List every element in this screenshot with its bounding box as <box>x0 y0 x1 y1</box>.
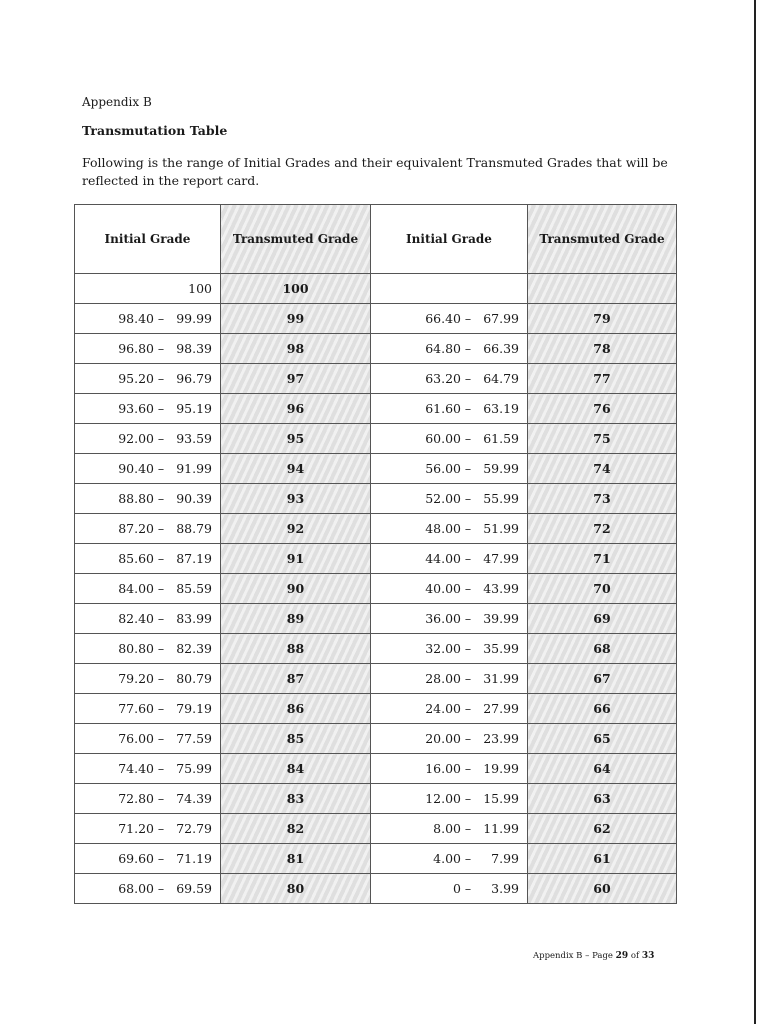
range-separator: – <box>464 731 472 746</box>
range-separator: – <box>464 851 472 866</box>
range-low: 8.00 <box>433 821 461 836</box>
table-row <box>75 484 677 514</box>
range-low: 20.00 <box>425 731 461 746</box>
range-low: 16.00 <box>425 761 461 776</box>
table-row <box>75 574 677 604</box>
range-high: 83.99 <box>176 611 212 626</box>
transmuted-grade-cell: 80 <box>221 874 371 904</box>
range-low: 85.60 <box>118 551 154 566</box>
range-high: 77.59 <box>176 731 212 746</box>
transmuted-grade-cell: 89 <box>221 604 371 634</box>
footer-prefix: Appendix B – Page <box>533 951 613 961</box>
transmuted-grade-cell: 74 <box>528 454 677 484</box>
range-high: 55.99 <box>483 491 519 506</box>
initial-grade-cell <box>371 364 528 394</box>
range-high: 91.99 <box>176 461 212 476</box>
range-separator: – <box>157 701 165 716</box>
transmuted-grade-cell: 78 <box>528 334 677 364</box>
transmuted-grade-cell: 84 <box>221 754 371 784</box>
initial-grade-cell <box>371 454 528 484</box>
initial-grade-cell <box>75 304 221 334</box>
range-low: 82.40 <box>118 611 154 626</box>
transmuted-grade-cell: 96 <box>221 394 371 424</box>
range-high: 7.99 <box>491 851 519 866</box>
initial-grade-cell <box>371 604 528 634</box>
table-row <box>75 304 677 334</box>
footer-total-pages: 33 <box>641 951 655 961</box>
initial-grade-cell <box>371 334 528 364</box>
page-footer <box>533 951 654 961</box>
range-separator: – <box>464 821 472 836</box>
transmuted-grade-cell: 65 <box>528 724 677 754</box>
range-high: 93.59 <box>176 431 212 446</box>
range-low: 96.80 <box>118 341 154 356</box>
transmuted-grade-cell-empty <box>528 274 677 304</box>
range-high: 19.99 <box>483 761 519 776</box>
range-separator: – <box>157 851 165 866</box>
table-row <box>75 664 677 694</box>
range-separator: – <box>464 461 472 476</box>
table-row <box>75 514 677 544</box>
table-row <box>75 334 677 364</box>
transmuted-grade-cell: 99 <box>221 304 371 334</box>
initial-grade-cell <box>371 844 528 874</box>
initial-grade-cell <box>75 724 221 754</box>
range-separator: – <box>157 521 165 536</box>
table-row <box>75 274 677 304</box>
appendix-label: Appendix B <box>82 95 152 109</box>
range-separator: – <box>157 581 165 596</box>
page-title: Transmutation Table <box>82 123 228 138</box>
initial-grade-cell <box>75 334 221 364</box>
range-low: 74.40 <box>118 761 154 776</box>
transmuted-grade-cell: 69 <box>528 604 677 634</box>
range-high: 39.99 <box>483 611 519 626</box>
range-low: 61.60 <box>425 401 461 416</box>
range-separator: – <box>157 491 165 506</box>
transmuted-grade-cell: 70 <box>528 574 677 604</box>
range-low: 4.00 <box>433 851 461 866</box>
range-high: 59.99 <box>483 461 519 476</box>
initial-grade-cell <box>75 424 221 454</box>
range-separator: – <box>464 881 472 896</box>
range-high: 85.59 <box>176 581 212 596</box>
range-separator: – <box>157 641 165 656</box>
range-low: 90.40 <box>118 461 154 476</box>
range-high: 98.39 <box>176 341 212 356</box>
range-low: 93.60 <box>118 401 154 416</box>
range-high: 23.99 <box>483 731 519 746</box>
range-low: 88.80 <box>118 491 154 506</box>
range-high: 47.99 <box>483 551 519 566</box>
transmuted-grade-cell: 68 <box>528 634 677 664</box>
table-row <box>75 694 677 724</box>
footer-page-number: 29 <box>615 951 629 961</box>
table-row <box>75 844 677 874</box>
range-separator: – <box>464 761 472 776</box>
transmuted-grade-cell: 98 <box>221 334 371 364</box>
table-row <box>75 424 677 454</box>
range-low: 0 <box>453 881 461 896</box>
range-separator: – <box>464 791 472 806</box>
column-header-initial-grade-right: Initial Grade <box>371 205 528 274</box>
transmuted-grade-cell: 67 <box>528 664 677 694</box>
range-high: 61.59 <box>483 431 519 446</box>
range-separator: – <box>464 311 472 326</box>
range-high: 64.79 <box>483 371 519 386</box>
initial-grade-cell <box>371 754 528 784</box>
column-header-initial-grade-left: Initial Grade <box>75 205 221 274</box>
initial-grade-cell <box>75 544 221 574</box>
initial-grade-cell <box>371 874 528 904</box>
initial-grade-cell <box>75 514 221 544</box>
range-high: 31.99 <box>483 671 519 686</box>
table-row <box>75 454 677 484</box>
initial-grade-cell <box>371 694 528 724</box>
range-high: 71.19 <box>176 851 212 866</box>
range-separator: – <box>157 671 165 686</box>
range-low: 24.00 <box>425 701 461 716</box>
transmuted-grade-cell: 91 <box>221 544 371 574</box>
table-row <box>75 754 677 784</box>
range-separator: – <box>464 521 472 536</box>
range-high: 96.79 <box>176 371 212 386</box>
initial-grade-cell <box>371 484 528 514</box>
range-separator: – <box>464 551 472 566</box>
range-high: 67.99 <box>483 311 519 326</box>
range-low: 52.00 <box>425 491 461 506</box>
transmuted-grade-cell: 92 <box>221 514 371 544</box>
range-separator: – <box>464 341 472 356</box>
range-separator: – <box>157 431 165 446</box>
range-low: 84.00 <box>118 581 154 596</box>
initial-grade-cell <box>75 814 221 844</box>
initial-grade-cell <box>75 874 221 904</box>
transmuted-grade-cell: 97 <box>221 364 371 394</box>
initial-grade-cell <box>75 754 221 784</box>
range-low: 72.80 <box>118 791 154 806</box>
initial-grade-cell <box>371 574 528 604</box>
transmuted-grade-cell: 64 <box>528 754 677 784</box>
initial-grade-cell: 100 <box>75 274 221 304</box>
transmuted-grade-cell: 62 <box>528 814 677 844</box>
range-high: 11.99 <box>483 821 519 836</box>
transmuted-grade-cell: 100 <box>221 274 371 304</box>
range-high: 79.19 <box>176 701 212 716</box>
range-separator: – <box>157 821 165 836</box>
range-low: 48.00 <box>425 521 461 536</box>
range-high: 43.99 <box>483 581 519 596</box>
range-high: 82.39 <box>176 641 212 656</box>
table-row <box>75 874 677 904</box>
transmutation-table <box>74 204 677 904</box>
transmuted-grade-cell: 77 <box>528 364 677 394</box>
initial-grade-cell <box>75 574 221 604</box>
range-high: 72.79 <box>176 821 212 836</box>
transmuted-grade-cell: 90 <box>221 574 371 604</box>
column-header-transmuted-grade-left: Transmuted Grade <box>221 205 371 274</box>
initial-grade-cell <box>371 814 528 844</box>
range-low: 79.20 <box>118 671 154 686</box>
range-separator: – <box>157 401 165 416</box>
range-low: 87.20 <box>118 521 154 536</box>
range-low: 60.00 <box>425 431 461 446</box>
initial-grade-cell <box>75 664 221 694</box>
range-high: 69.59 <box>176 881 212 896</box>
range-low: 71.20 <box>118 821 154 836</box>
table-row <box>75 814 677 844</box>
table-row <box>75 784 677 814</box>
initial-grade-cell <box>371 634 528 664</box>
range-low: 80.80 <box>118 641 154 656</box>
range-low: 28.00 <box>425 671 461 686</box>
transmuted-grade-cell: 75 <box>528 424 677 454</box>
range-separator: – <box>157 371 165 386</box>
range-low: 44.00 <box>425 551 461 566</box>
range-low: 56.00 <box>425 461 461 476</box>
initial-grade-cell-empty <box>371 274 528 304</box>
range-separator: – <box>157 461 165 476</box>
range-separator: – <box>157 881 165 896</box>
range-separator: – <box>464 671 472 686</box>
range-low: 68.00 <box>118 881 154 896</box>
transmuted-grade-cell: 83 <box>221 784 371 814</box>
transmuted-grade-cell: 95 <box>221 424 371 454</box>
range-high: 75.99 <box>176 761 212 776</box>
transmuted-grade-cell: 73 <box>528 484 677 514</box>
table-row <box>75 604 677 634</box>
transmuted-grade-cell: 79 <box>528 304 677 334</box>
initial-grade-cell <box>75 634 221 664</box>
range-high: 27.99 <box>483 701 519 716</box>
range-low: 69.60 <box>118 851 154 866</box>
table-row <box>75 364 677 394</box>
initial-grade-cell <box>75 364 221 394</box>
transmuted-grade-cell: 61 <box>528 844 677 874</box>
transmuted-grade-cell: 71 <box>528 544 677 574</box>
transmuted-grade-cell: 85 <box>221 724 371 754</box>
range-high: 88.79 <box>176 521 212 536</box>
transmuted-grade-cell: 86 <box>221 694 371 724</box>
range-separator: – <box>464 611 472 626</box>
range-separator: – <box>464 491 472 506</box>
range-low: 95.20 <box>118 371 154 386</box>
range-separator: – <box>464 401 472 416</box>
initial-grade-cell <box>75 604 221 634</box>
range-low: 36.00 <box>425 611 461 626</box>
range-high: 90.39 <box>176 491 212 506</box>
range-low: 40.00 <box>425 581 461 596</box>
initial-grade-cell <box>75 394 221 424</box>
table-row <box>75 544 677 574</box>
range-separator: – <box>157 791 165 806</box>
range-high: 99.99 <box>176 311 212 326</box>
initial-grade-cell <box>75 454 221 484</box>
range-low: 92.00 <box>118 431 154 446</box>
range-high: 80.79 <box>176 671 212 686</box>
range-high: 3.99 <box>491 881 519 896</box>
table-row <box>75 724 677 754</box>
initial-grade-cell <box>371 514 528 544</box>
range-separator: – <box>157 311 165 326</box>
range-separator: – <box>464 371 472 386</box>
transmuted-grade-cell: 81 <box>221 844 371 874</box>
range-separator: – <box>464 641 472 656</box>
range-low: 12.00 <box>425 791 461 806</box>
transmuted-grade-cell: 94 <box>221 454 371 484</box>
range-separator: – <box>464 701 472 716</box>
initial-grade-cell <box>371 394 528 424</box>
page-edge-divider <box>754 0 756 1024</box>
table-row <box>75 394 677 424</box>
range-low: 77.60 <box>118 701 154 716</box>
column-header-transmuted-grade-right: Transmuted Grade <box>528 205 677 274</box>
transmuted-grade-cell: 72 <box>528 514 677 544</box>
range-high: 66.39 <box>483 341 519 356</box>
initial-grade-cell <box>371 424 528 454</box>
range-low: 32.00 <box>425 641 461 656</box>
transmuted-grade-cell: 60 <box>528 874 677 904</box>
intro-paragraph: Following is the range of Initial Grades and their equivalent Transmuted Grades that will be reflected in the report card. <box>82 155 668 188</box>
range-low: 64.80 <box>425 341 461 356</box>
initial-grade-cell <box>75 694 221 724</box>
transmuted-grade-cell: 93 <box>221 484 371 514</box>
range-high: 35.99 <box>483 641 519 656</box>
range-separator: – <box>464 431 472 446</box>
table-row <box>75 634 677 664</box>
transmuted-grade-cell: 66 <box>528 694 677 724</box>
range-high: 87.19 <box>176 551 212 566</box>
transmuted-grade-cell: 82 <box>221 814 371 844</box>
range-low: 98.40 <box>118 311 154 326</box>
initial-grade-cell <box>371 664 528 694</box>
range-high: 63.19 <box>483 401 519 416</box>
range-low: 63.20 <box>425 371 461 386</box>
range-low: 66.40 <box>425 311 461 326</box>
range-high: 95.19 <box>176 401 212 416</box>
range-separator: – <box>157 341 165 356</box>
range-low: 76.00 <box>118 731 154 746</box>
range-high: 15.99 <box>483 791 519 806</box>
initial-grade-cell <box>75 784 221 814</box>
transmuted-grade-cell: 76 <box>528 394 677 424</box>
range-separator: – <box>157 551 165 566</box>
range-high: 51.99 <box>483 521 519 536</box>
transmuted-grade-cell: 87 <box>221 664 371 694</box>
initial-grade-cell <box>371 544 528 574</box>
transmuted-grade-cell: 63 <box>528 784 677 814</box>
initial-grade-cell <box>371 304 528 334</box>
initial-grade-cell <box>371 784 528 814</box>
initial-grade-cell <box>75 844 221 874</box>
transmuted-grade-cell: 88 <box>221 634 371 664</box>
initial-grade-cell <box>75 484 221 514</box>
table-header-row <box>75 205 677 274</box>
range-separator: – <box>157 611 165 626</box>
range-separator: – <box>157 731 165 746</box>
range-separator: – <box>464 581 472 596</box>
range-high: 74.39 <box>176 791 212 806</box>
footer-of: of <box>630 951 640 961</box>
initial-grade-cell <box>371 724 528 754</box>
range-separator: – <box>157 761 165 776</box>
